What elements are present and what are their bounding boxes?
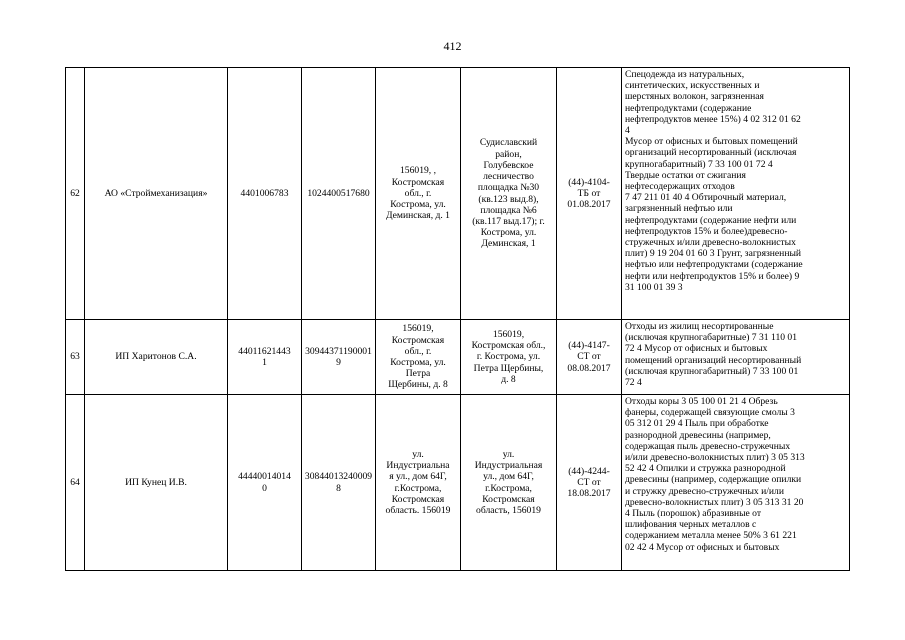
row-number: 62: [66, 68, 85, 320]
site-address: 156019, Костромская обл., г. Кострома, ул. Петра Щербины, д. 8: [461, 320, 557, 395]
waste-types: Отходы из жилищ несортированные (исключая крупногабаритные) 7 31 110 01 72 4 Мусор от офисных и бытовых помещений организаций несортированный (исключая крупногабаритный) 7 33 100 01 72 4: [622, 320, 850, 395]
ogrn-cell: 30944371190001 9: [302, 320, 376, 395]
organization-name: ИП Кунец И.В.: [85, 395, 228, 571]
inn-cell: 44440014014 0: [228, 395, 302, 571]
site-address: Судиславский район, Голубевское лесничество площадка №30 (кв.123 выд.8), площадка №6 (кв.117 выд.17); г. Кострома, ул. Деминская, 1: [461, 68, 557, 320]
table-row: [66, 320, 850, 395]
row-number: 64: [66, 395, 85, 571]
license-cell: (44)-4104- ТБ от 01.08.2017: [557, 68, 622, 320]
ogrn-cell: 30844013240009 8: [302, 395, 376, 571]
row-number: 63: [66, 320, 85, 395]
waste-types: Спецодежда из натуральных, синтетических, искусственных и шерстяных волокон, загрязненная нефтепродуктами (содержание нефтепродуктов менее 15%) 4 02 312 01 62 4 Мусор от офисных и бытовых помещений организаций несортированный (исключая крупногабаритный) 7 33 100 01 72 4 Твердые остатки от сжигания нефтесодержащих отходов 7 47 211 01 40 4 Обтирочный материал, загрязненный нефтью или нефтепродуктами (содержание нефти или нефтепродуктов 15% и более)древесно- стружечных и/или древесно-волокнистых плит) 9 19 204 01 60 3 Грунт, загрязненный нефтью или нефтепродуктами (содержание нефти или нефтепродуктов 15% и более) 9 31 100 01 39 3: [622, 68, 850, 320]
page-number: 412: [443, 39, 462, 53]
table-row: [66, 395, 850, 571]
site-address: ул. Индустриальная ул., дом 64Г, г.Кострома, Костромская область, 156019: [461, 395, 557, 571]
waste-types: Отходы коры 3 05 100 01 21 4 Обрезь фанеры, содержащей связующие смолы 3 05 312 01 29 4 Пыль при обработке разнородной древесины (например, содержащая пыль древесно-стружечных и/или древесно-волокнистых плит) 3 05 313 52 42 4 Опилки и стружка разнородной древесины (например, содержащие опилки и стружку древесно-стружечных и/или древесно-волокнистых плит) 3 05 313 31 20 4 Пыль (порошок) абразивные от шлифования черных металлов с содержанием металла менее 50% 3 61 221 02 42 4 Мусор от офисных и бытовых: [622, 395, 850, 571]
ogrn-cell: 1024400517680: [302, 68, 376, 320]
registry-table: [65, 67, 850, 571]
license-cell: (44)-4147- СТ от 08.08.2017: [557, 320, 622, 395]
inn-cell: 44011621443 1: [228, 320, 302, 395]
legal-address: 156019, Костромская обл., г. Кострома, ул. Петра Щербины, д. 8: [376, 320, 461, 395]
organization-name: АО «Строймеханизация»: [85, 68, 228, 320]
table-row: [66, 68, 850, 320]
legal-address: 156019, , Костромская обл., г. Кострома, ул. Деминская, д. 1: [376, 68, 461, 320]
inn-cell: 4401006783: [228, 68, 302, 320]
license-cell: (44)-4244- СТ от 18.08.2017: [557, 395, 622, 571]
organization-name: ИП Харитонов С.А.: [85, 320, 228, 395]
legal-address: ул. Индустриальна я ул., дом 64Г, г.Кострома, Костромская область. 156019: [376, 395, 461, 571]
